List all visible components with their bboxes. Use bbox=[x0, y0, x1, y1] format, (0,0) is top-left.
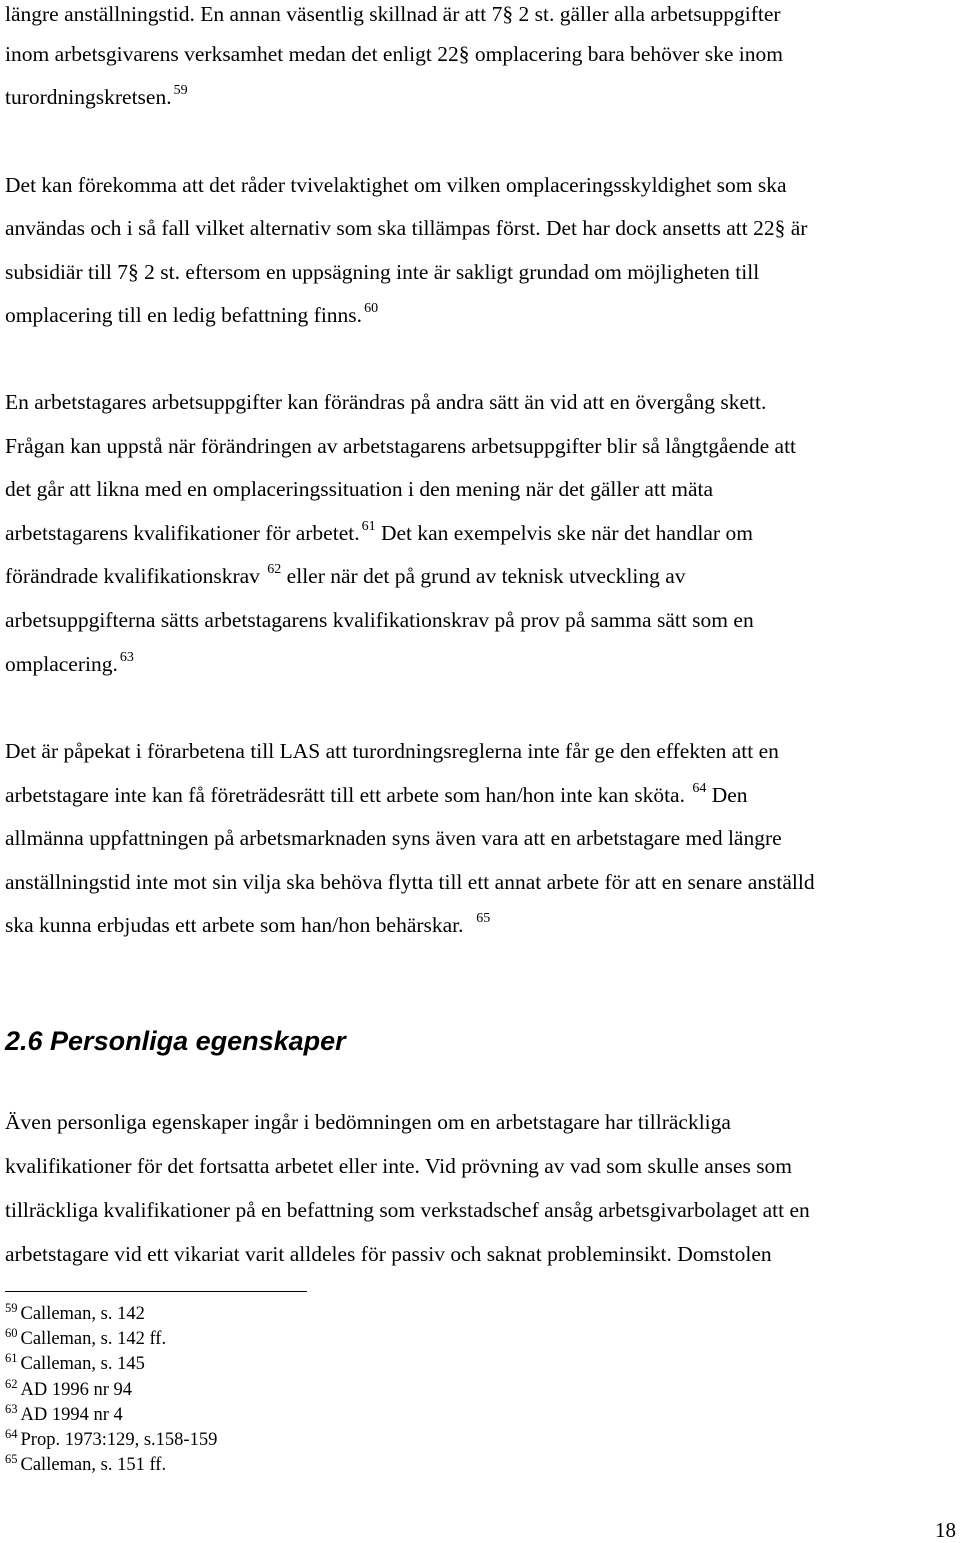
page-number: 18 bbox=[935, 1518, 956, 1542]
body-line: Även personliga egenskaper ingår i bedömningen om en arbetstagare har tillräckliga bbox=[5, 1110, 731, 1134]
body-line: En arbetstagares arbetsuppgifter kan förändras på andra sätt än vid att en övergång skett. bbox=[5, 390, 767, 414]
footnote-ref[interactable]: 59 bbox=[173, 83, 188, 98]
body-line: användas och i så fall vilket alternativ som ska tillämpas först. Det har dock ansetts att 22§ är bbox=[5, 216, 808, 240]
footnote-divider bbox=[5, 1291, 307, 1292]
footnote-text: Calleman, s. 151 ff. bbox=[20, 1455, 167, 1476]
body-line: Det kan förekomma att det råder tvivelaktighet om vilken omplaceringsskyldighet som ska bbox=[5, 173, 787, 197]
body-line: omplacering. $^{63}$ bbox=[5, 650, 134, 676]
footnote-item bbox=[5, 1378, 217, 1403]
footnote-ref[interactable]: 63 bbox=[119, 650, 134, 665]
footnote-number: 65 bbox=[5, 1452, 18, 1467]
footnote-list bbox=[5, 1302, 217, 1478]
body-line: tillräckliga kvalifikationer på en befattning som verkstadschef ansåg arbetsgivarbolaget att en bbox=[5, 1198, 810, 1222]
footnote-text: Prop. 1973:129, s.158-159 bbox=[20, 1430, 218, 1451]
footnote-text: Calleman, s. 145 bbox=[20, 1354, 145, 1375]
footnote-ref[interactable]: 65 bbox=[476, 911, 491, 926]
body-line: turordningskretsen. $^{59}$ bbox=[5, 83, 188, 109]
footnote-text: AD 1996 nr 94 bbox=[20, 1379, 133, 1400]
footnote-number: 64 bbox=[5, 1427, 18, 1442]
footnote-item bbox=[5, 1327, 217, 1352]
footnote-number: 61 bbox=[5, 1351, 18, 1366]
body-line: omplacering till en ledig befattning finns. $^{60}$ bbox=[5, 301, 379, 327]
body-line: Det är påpekat i förarbetena till LAS att turordningsreglerna inte får ge den effekten att en bbox=[5, 739, 779, 763]
footnote-text: Calleman, s. 142 ff. bbox=[20, 1329, 167, 1350]
body-line: arbetstagare vid ett vikariat varit alldeles för passiv och saknat probleminsikt. Domstolen bbox=[5, 1242, 772, 1266]
footnote-number: 59 bbox=[5, 1301, 18, 1315]
footnote-text: AD 1994 nr 4 bbox=[20, 1404, 123, 1425]
footnote-ref[interactable]: 61 bbox=[361, 519, 376, 534]
body-line: arbetsuppgifterna sätts arbetstagarens kvalifikationskrav på prov på samma sätt som en bbox=[5, 608, 754, 632]
body-line: Frågan kan uppstå när förändringen av arbetstagarens arbetsuppgifter blir så långtgående att bbox=[5, 434, 797, 458]
body-line: det går att likna med en omplaceringssituation i den mening när det gäller att mäta bbox=[5, 477, 714, 501]
footnote-item bbox=[5, 1302, 217, 1327]
body-line: kvalifikationer för det fortsatta arbetet eller inte. Vid prövning av vad som skulle anses som bbox=[5, 1154, 793, 1178]
footnote-ref[interactable]: 62 bbox=[267, 562, 282, 577]
body-line: allmänna uppfattningen på arbetsmarknaden syns även vara att en arbetstagare med längre bbox=[5, 826, 782, 850]
body-line: arbetstagarens kvalifikationer för arbetet. $^{61}$ Det kan exempelvis ske när det handlar om bbox=[5, 519, 753, 545]
footnote-item bbox=[5, 1453, 217, 1478]
body-line: förändrade kvalifikationskrav $^{62}$ eller när det på grund av teknisk utveckling av bbox=[5, 562, 686, 588]
footnote-item bbox=[5, 1403, 217, 1428]
body-line: inom arbetsgivarens verksamhet medan det enligt 22§ omplacering bara behöver ske inom bbox=[5, 42, 783, 66]
section-heading: 2.6 Personliga egenskaper bbox=[5, 1026, 346, 1056]
footnote-text: Calleman, s. 142 bbox=[20, 1304, 145, 1324]
footnote-number: 60 bbox=[5, 1326, 18, 1341]
body-line: ska kunna erbjudas ett arbete som han/hon behärskar. $^{65}$ bbox=[5, 911, 491, 937]
footnote-number: 63 bbox=[5, 1401, 18, 1416]
footnote-ref[interactable]: 60 bbox=[364, 301, 379, 316]
body-line: arbetstagare inte kan få företrädesrätt till ett arbete som han/hon inte kan sköta. $^{64}$ Den bbox=[5, 781, 748, 807]
body-line: anställningstid inte mot sin vilja ska behöva flytta till ett annat arbete för att en senare anställd bbox=[5, 870, 815, 894]
body-line: längre anställningstid. En annan väsentlig skillnad är att 7§ 2 st. gäller alla arbetsuppgifter bbox=[5, 2, 781, 26]
footnote-ref[interactable]: 64 bbox=[692, 781, 707, 796]
footnote-number: 62 bbox=[5, 1376, 18, 1391]
body-line: subsidiär till 7§ 2 st. eftersom en uppsägning inte är sakligt grundad om möjligheten till bbox=[5, 260, 760, 284]
footnote-item bbox=[5, 1428, 217, 1453]
footnote-item bbox=[5, 1352, 217, 1377]
